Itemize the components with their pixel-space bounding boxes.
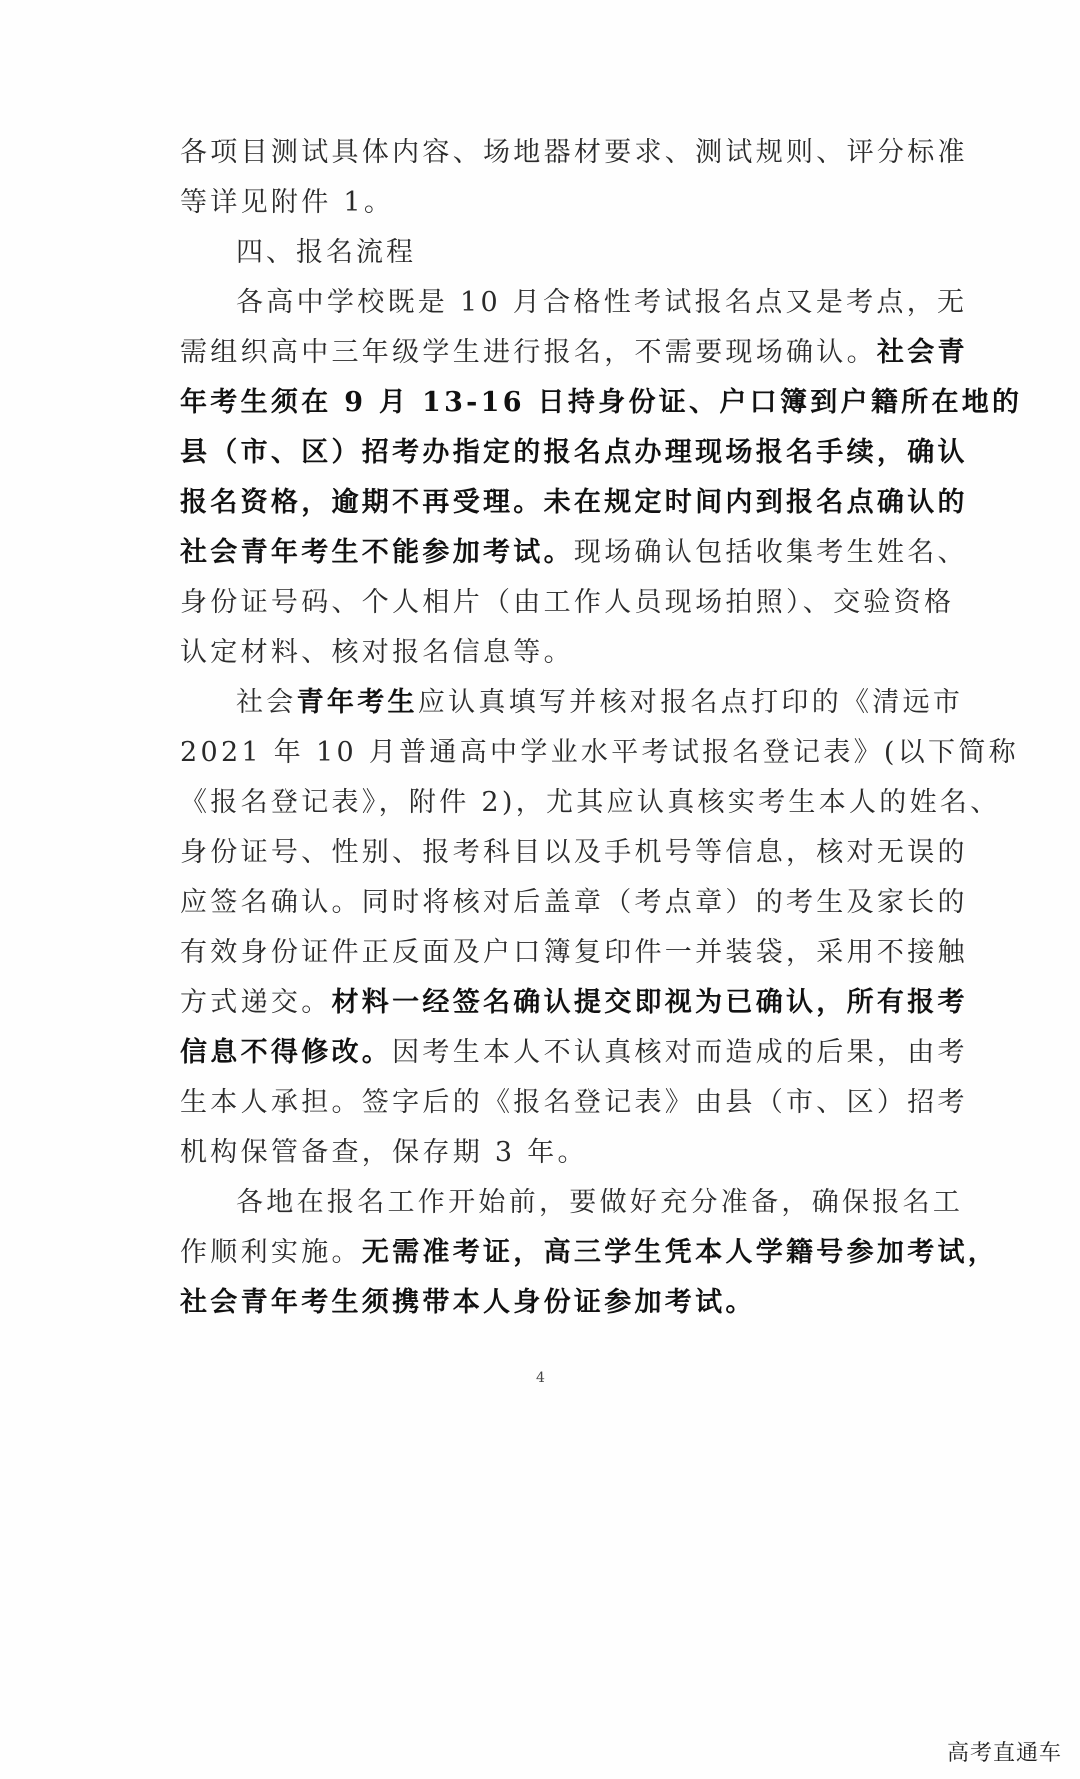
para3-line7-normal: 方式递交。 [180,987,332,1018]
para3-line4: 身份证号、性别、报考科目以及手机号等信息，核对无误的 [180,837,968,868]
para3-line3: 《报名登记表》，附件 2)，尤其应认真核实考生本人的姓名、 [180,787,1001,818]
para2-line2 [180,328,968,378]
para3-line6: 有效身份证件正反面及户口簿复印件一并装袋，采用不接触 [180,937,968,968]
document-body [180,128,1023,1328]
para4-line1: 各地在报名工作开始前，要做好充分准备，确保报名工 [236,1187,964,1218]
para4-line2-bold: 无需准考证，高三学生凭本人学籍号参加考试， [361,1237,999,1268]
para2-line6 [180,528,968,578]
para3-line8-normal: 因考生本人不认真核对而造成的后果，由考 [392,1037,968,1068]
para2-line6-normal: 现场确认包括收集考生姓名、 [573,537,968,568]
para2-line6-bold: 社会青年考生不能参加考试。 [180,537,574,568]
para1-line2: 等详见附件 1。 [180,187,395,218]
para4-line3: 社会青年考生须携带本人身份证参加考试。 [180,1287,756,1318]
para3-line7 [180,978,968,1028]
para2-line5: 报名资格，逾期不再受理。未在规定时间内到报名点确认的 [180,487,968,518]
watermark-text: 高考直通车 [946,1741,1062,1766]
para2-line2-bold: 社会青 [876,337,968,368]
para3-line9: 生本人承担。签字后的《报名登记表》由县（市、区）招考 [180,1087,968,1118]
para2-line3: 年考生须在 9 月 13-16 日持身份证、户口簿到户籍所在地的 [180,387,1023,418]
para2-line4: 县（市、区）招考办指定的报名点办理现场报名手续，确认 [180,437,968,468]
para3-line8 [180,1028,968,1078]
page-number: 4 [536,1370,545,1386]
section-heading: 四、报名流程 [236,237,416,268]
para3-line5: 应签名确认。同时将核对后盖章（考点章）的考生及家长的 [180,887,968,918]
para3-line1 [180,678,964,728]
para3-line1-c: 应认真填写并核对报名点打印的《清远市 [417,687,964,718]
para4-line2 [180,1228,999,1278]
para3-line2: 2021 年 10 月普通高中学业水平考试报名登记表》(以下简称 [180,737,1019,768]
para3-line10: 机构保管备查，保存期 3 年。 [180,1137,588,1168]
para3-line7-bold: 材料一经签名确认提交即视为已确认，所有报考 [331,987,968,1018]
para3-line8-bold: 信息不得修改。 [180,1037,393,1068]
para4-line2-normal: 作顺利实施。 [180,1237,362,1268]
para1-line1: 各项目测试具体内容、场地器材要求、测试规则、评分标准 [180,137,968,168]
para2-line1: 各高中学校既是 10 月合格性考试报名点又是考点，无 [236,287,968,318]
para3-line1-bold: 青年考生 [296,687,418,718]
para2-line2-normal: 需组织高中三年级学生进行报名，不需要现场确认。 [180,337,877,368]
para2-line7: 身份证号码、个人相片（由工作人员现场拍照）、交验资格 [180,587,955,618]
para2-line8: 认定材料、核对报名信息等。 [180,637,574,668]
para3-line1-a: 社会 [236,687,297,718]
